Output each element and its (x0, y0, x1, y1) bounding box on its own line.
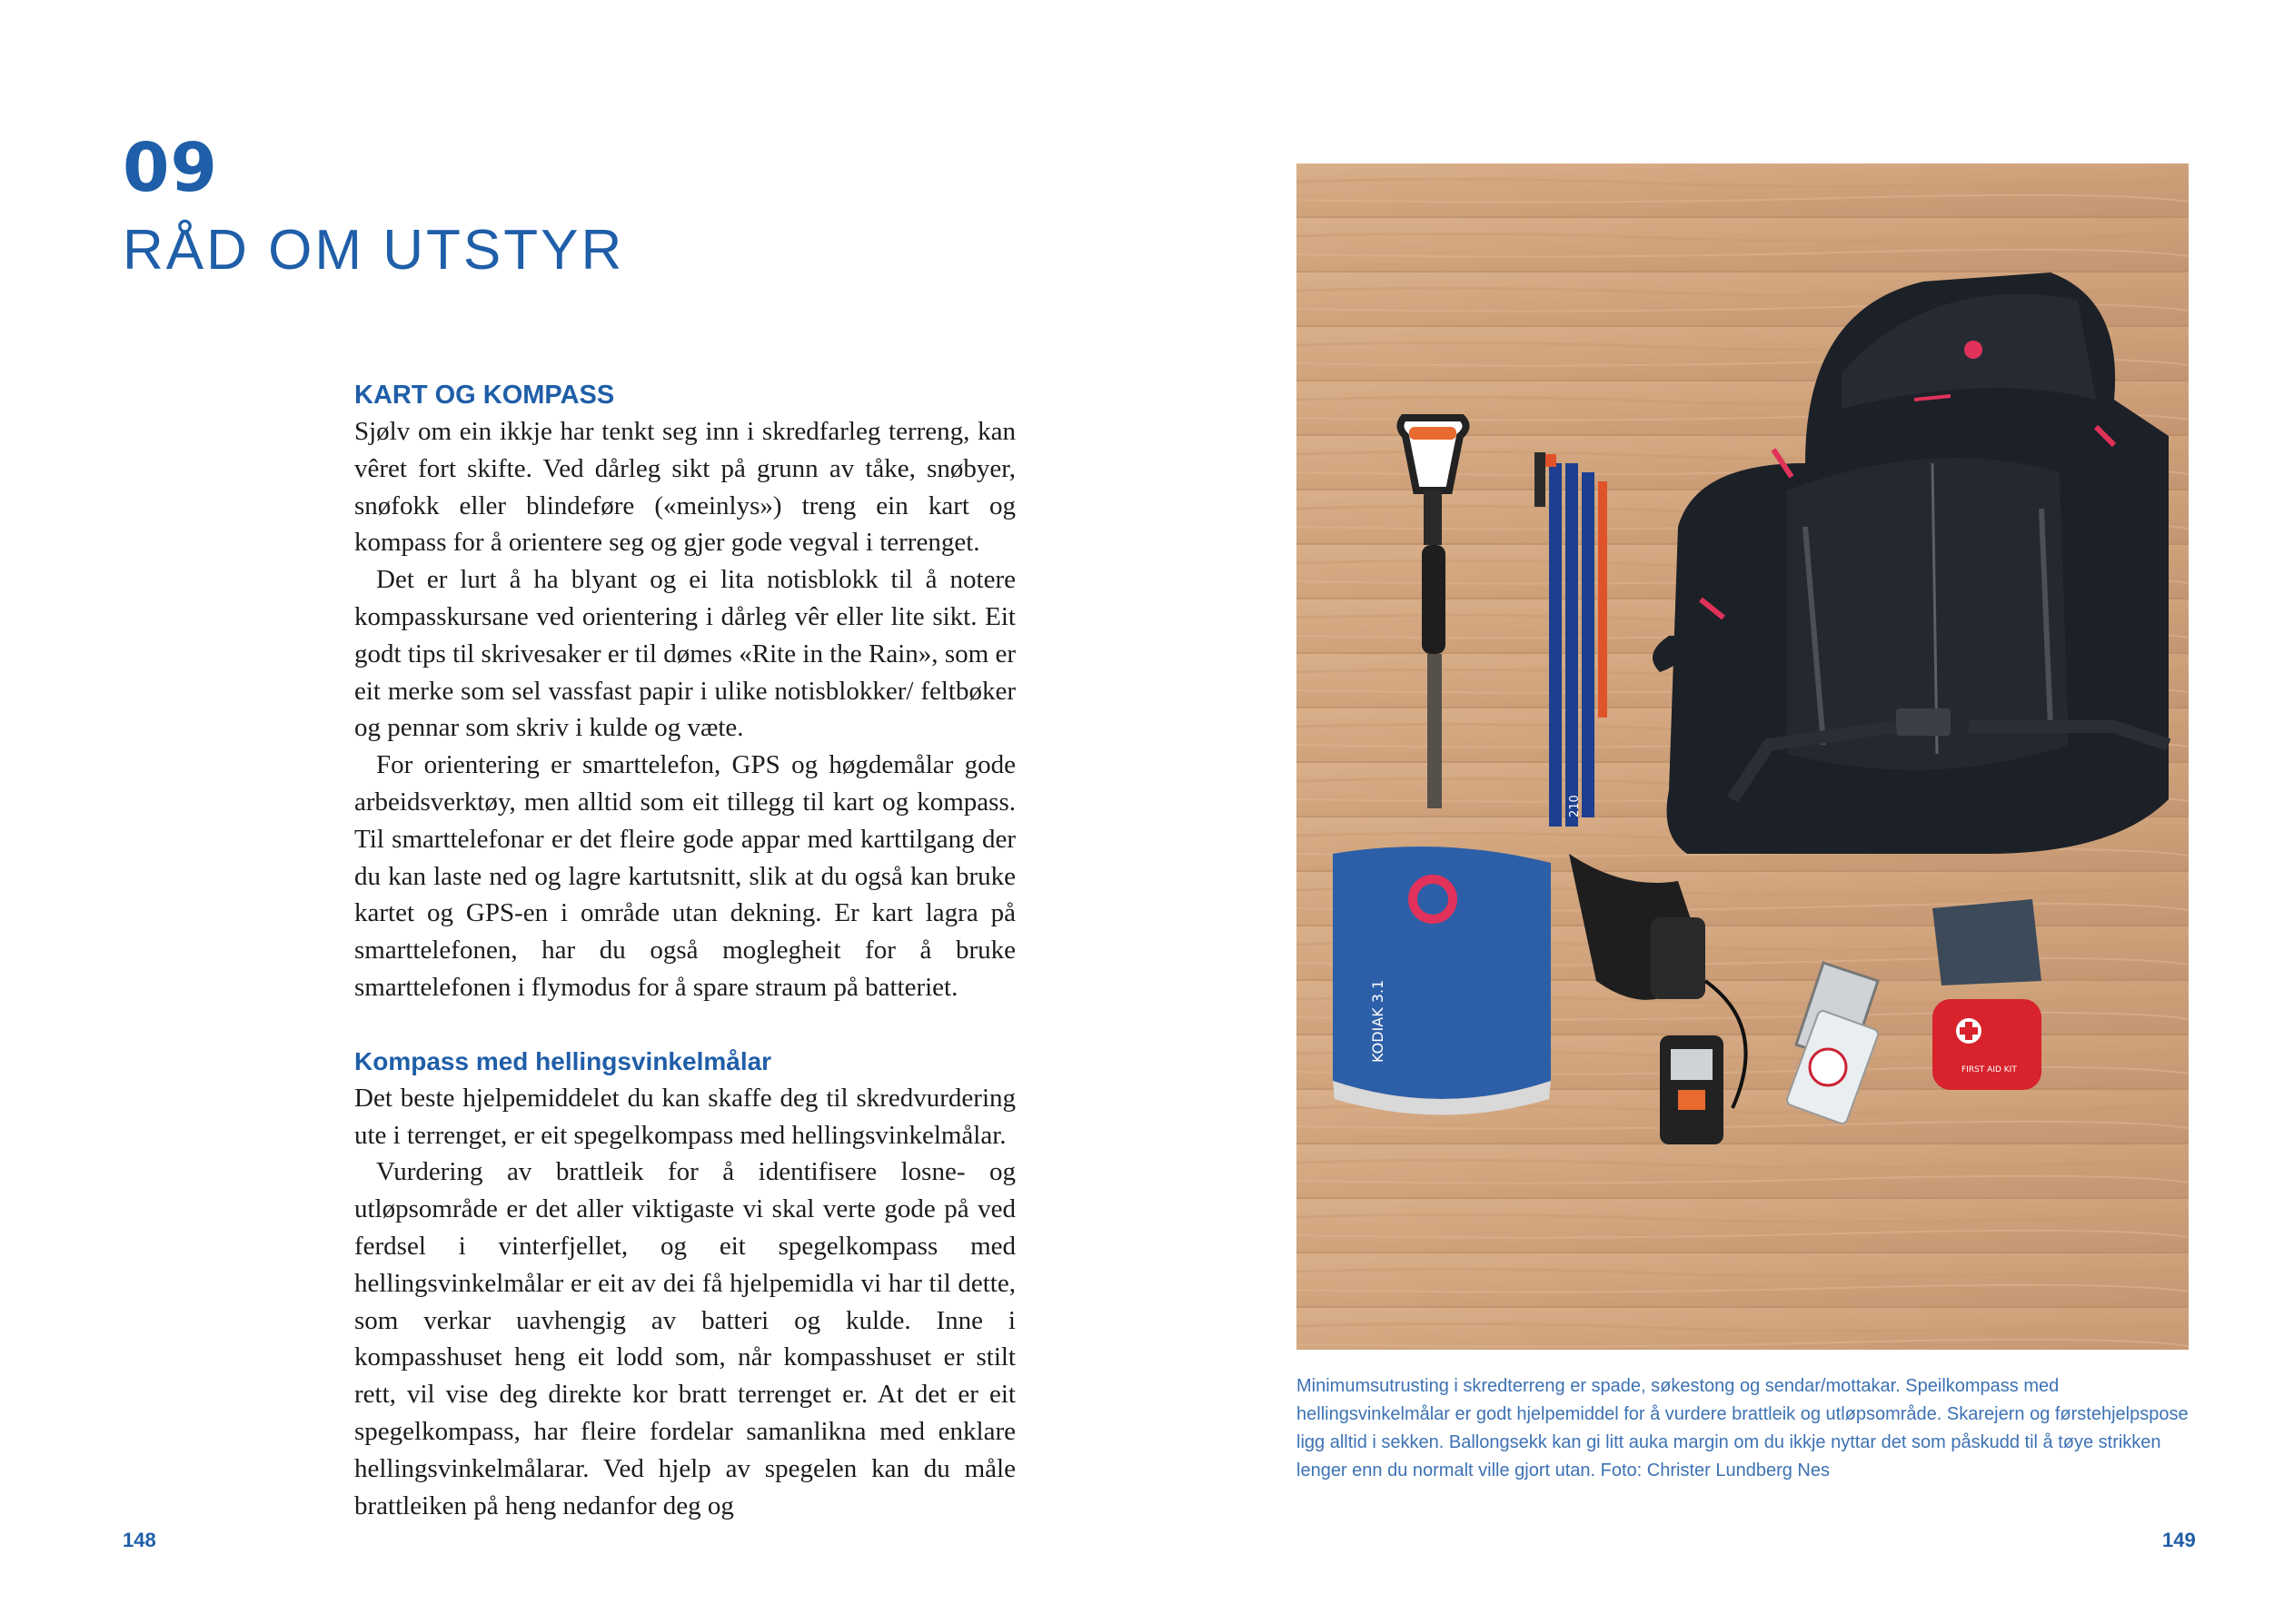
paragraph-2: Det er lurt å ha blyant og ei lita notisblokk til å notere kompasskursane ved orientering i dårleg vêr eller lite sikt. Eit godt tips til skrivesaker er til dømes «Rite in the Rain», som er eit merke som sel vassfast papir i ulike notisblokker/ feltbøker og pennar som skriv i kulde og væte. (354, 565, 1016, 743)
chapter-number: 09 (123, 129, 218, 207)
equipment-photo (1296, 163, 2189, 1350)
page-number-left: 148 (123, 1529, 156, 1551)
page-number-right: 149 (2162, 1529, 2196, 1551)
section-heading: KART OG KOMPASS (354, 381, 615, 410)
paragraph-1: Sjølv om ein ikkje har tenkt seg inn i skredfarleg terreng, kan vêret fort skifte. Ved dårleg sikt på grunn av tåke, snøbyer, snøfokk eller blindeføre («meinlys») treng ein kart og kompass for å orientere seg og gjer gode vegval i terrenget. (354, 417, 1016, 558)
body-column (354, 377, 1016, 1524)
chapter-title: RÅD OM UTSTYR (123, 219, 625, 282)
probe-label: 210 (1568, 795, 1582, 817)
first-aid-label: FIRST AID KIT (1961, 1065, 2017, 1074)
shovel-blade (1333, 847, 1551, 1115)
paragraph-4: Det beste hjelpemiddelet du kan skaffe deg til skredvurdering ute i terrenget, er eit spegelkompass med hellingsvinkelmålar. (354, 1083, 1016, 1150)
shovel-brand: KODIAK 3.1 (1369, 979, 1386, 1063)
photo-caption: Minimumsutrusting i skredterreng er spade, søkestong og sendar/mottakar. Speilkompass med hellingsvinkelmålar er godt hjelpemiddel for å vurdere brattleik og utløpsområde. Skarejern og førstehjelpspose ligg alltid i sekken. Ballongsekk kan gi litt auka margin om du ikkje nyttar det som påskudd til å tøye strikken lenger enn du normalt ville gjort utan. Foto: Christer Lundberg Nes (1296, 1376, 2189, 1480)
subheading: Kompass med hellingsvinkelmålar (354, 1046, 772, 1075)
paragraph-3: For orientering er smarttelefon, GPS og høgdemålar gode arbeidsverktøy, men alltid som eit tillegg til kart og kompass. Til smarttelefonar er det fleire gode appar med karttilgang der du kan laste ned og lagre kartutsnitt, slik at du også kan bruke kartet og GPS-en i område utan dekning. Er kart lagra på smarttelefonen, har du også moglegheit for å bruke smarttelefonen i flymodus for å spare straum på batteriet. (354, 750, 1016, 1002)
paragraph-5: Vurdering av brattleik for å identifisere losne- og utløpsområde er det aller viktigaste vi skal verte gode på ved ferdsel i vinterfjellet, og eit spegelkompass med hellingsvinkelmålar er eit av dei få hjelpemidla vi har til dette, som verkar uavhengig av batteri og kulde. Inne i kompasshuset heng eit lodd som, når kompasshuset er stilt rett, vil vise deg direkte kor bratt terrenget er. At det er eit spegelkompass, har fleire fordelar samanlikna med enklare hellingsvinkelmålarar. Ved hjelp av spegelen kan du måle brattleiken på heng nedanfor deg og (354, 1157, 1016, 1520)
